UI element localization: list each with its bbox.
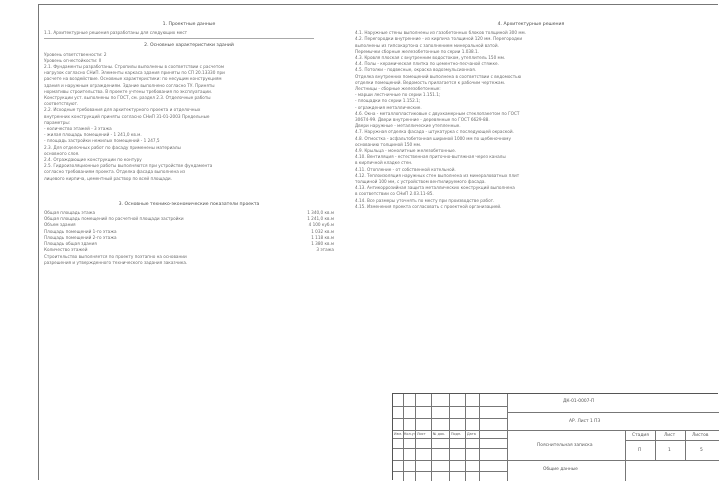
section-4-body — [355, 30, 707, 210]
text-line: 4.10. Вентиляция - естественная приточно-вытяжная через каналы — [355, 154, 506, 160]
text-line: 4.14. Все размеры уточнять по месту при производстве работ. — [355, 197, 495, 203]
section-4-title: 4. Архитектурные решения — [497, 22, 565, 27]
text-line: 4.5. Потолки - подвесные, окраска водоэмульсионная. — [355, 67, 477, 73]
section-3-title: 3. Основные технико-экономические показатели проекта — [118, 201, 260, 207]
text-line: Лестницы - сборные железобетонные: — [355, 86, 441, 92]
text-line: согласно требованиям проекта. Отделка фасада выполнена из — [44, 169, 186, 175]
text-line: 4.1. Наружные стены выполнены из газобетонных блоков толщиной 300 мм. — [355, 30, 526, 36]
section-1-title: 1. Проектные данные — [162, 22, 216, 27]
text-line: 4.3. Кровля плоская с внутренним водостоком, утеплитель 150 мм. — [355, 55, 506, 61]
title-block — [392, 393, 718, 480]
text-line: - жилая площадь помещений - 1 241,0 кв.м. — [44, 132, 142, 138]
text-line: расчете на воздействие. Основные характеристики: по несущим конструкциям — [44, 76, 222, 82]
sheets-value: 5 — [700, 448, 703, 453]
text-line: толщиной 100 мм, с устройством вентилируемого фасада. — [355, 179, 486, 185]
row-value: 1 241,0 кв.м — [307, 216, 334, 222]
text-line: выполнены из гипсокартона с заполнением минеральной ватой. — [355, 42, 499, 48]
revision-column-header: Подп. — [451, 432, 462, 436]
text-line: соответствуют. — [44, 101, 79, 107]
text-line: разрешения и утвержденного технического задания заказчика. — [44, 259, 188, 265]
sheet-value: 1 — [668, 448, 671, 453]
row-label: Количество этажей — [44, 247, 88, 253]
text-line: Перемычки сборные железобетонные по серии 1.038.1. — [355, 48, 480, 54]
text-line: 1.1. Архитектурные решения разработаны для следующих мест — [44, 30, 188, 36]
revision-column-header: Лист — [417, 432, 426, 436]
row-value: 4 100 куб.м — [308, 222, 334, 228]
sheet-header: Лист — [664, 433, 676, 438]
row-value: 1 118 кв.м — [311, 234, 334, 240]
text-line: 2.1. Фундаменты разработаны. Стропилы выполнены в соответствии с расчетом — [44, 64, 224, 70]
row-value: 1 380 кв.м — [311, 241, 334, 247]
document-subcode: АР. Лист 1 ПЗ — [569, 419, 601, 424]
revision-column-header: № док. — [433, 432, 446, 436]
section-3-notes — [44, 254, 334, 266]
text-line: 4.6. Окна - металлопластиковые с двухкамерным стеклопакетом по ГОСТ — [355, 110, 520, 116]
text-line: 2.3. Для отделочных работ по фасаду применены материалы — [44, 144, 181, 150]
row-label: Общая площадь этажа — [44, 210, 96, 216]
right-column — [355, 20, 707, 210]
text-line: основанию толщиной 150 мм. — [355, 141, 422, 147]
text-line: 4.8. Отмостка - асфальтобетонная шириной 1000 мм по щебеночному — [355, 135, 511, 141]
row-label: Объем здания — [44, 222, 76, 228]
text-line: Отделка внутренних помещений выполнена в соответствии с ведомостью — [355, 73, 522, 79]
text-line: в кирпичной кладке стен. — [355, 160, 413, 166]
row-value: 1 340,0 кв.м — [307, 210, 334, 216]
text-line: Уровень огнестойкости: II — [44, 57, 102, 63]
sheet-name: Общие данные — [543, 467, 578, 472]
stage-value: П — [638, 448, 642, 453]
stage-header: Стадия — [632, 433, 649, 438]
text-line: Строительство выполняется по проекту поэтапно на основании — [44, 253, 187, 259]
text-line: 2.5. Гидроизоляционные работы выполняются при устройстве фундамента — [44, 163, 213, 169]
text-line: нагрузок согласно СНиП. Элементы каркаса здания приняты по СП 20.13330 при — [44, 70, 225, 76]
text-line: - марши лестничные по серии 1.151.1; — [355, 92, 441, 98]
text-line: 4.13. Антикоррозийная защита металлических конструкций выполнена — [355, 185, 515, 191]
text-line: 4.15. Изменения проекта согласовать с проектной организацией. — [355, 203, 502, 209]
row-label: Площадь помещений 2-го этажа — [44, 234, 117, 240]
text-line: 30674-99. Двери внутренние - деревянные по ГОСТ 6629-88. — [355, 117, 490, 123]
text-line: 4.12. Теплоизоляция наружных стен выполнена из минераловатных плит — [355, 172, 520, 178]
left-column — [44, 20, 334, 266]
section-2-body — [44, 52, 334, 182]
section-1-body — [44, 30, 334, 36]
text-line: - площадки по серии 1.152.1; — [355, 98, 421, 104]
text-line: внутренних конструкций приняты согласно СНиП 31-01-2003 Предельные — [44, 113, 210, 119]
text-line: 4.11. Отопление - от собственной котельной. — [355, 166, 456, 172]
revision-column-header: Дата — [467, 432, 476, 436]
revision-column-header: Изм. — [394, 432, 402, 436]
text-line: - площадь застройки нежилых помещений - 1 247,5 — [44, 138, 160, 144]
text-line: Конструкции уст. выполнены по ГОСТ, см. раздел 2.3. Отделочные работы — [44, 95, 211, 101]
text-line: 4.9. Крыльца - монолитные железобетонные. — [355, 148, 457, 154]
document-name: Пояснительная записка — [537, 443, 593, 448]
text-line: 4.7. Наружная отделка фасада - штукатурка с последующей окраской. — [355, 129, 514, 135]
text-line: Двери наружные - металлические утепленные. — [355, 123, 461, 129]
row-label: Площадь помещений 1-го этажа — [44, 228, 117, 234]
section-2-title: 2. Основные характеристики зданий — [144, 43, 234, 49]
text-line: в соответствии со СНиП 2.03.11-85. — [355, 191, 434, 197]
text-line: - ограждения металлические. — [355, 104, 422, 110]
text-line: - количество этажей - 3 этажа — [44, 126, 112, 132]
row-label: Общая площадь помещений по расчетной площади застройки — [44, 216, 184, 222]
text-line: 4.4. Полы - керамическая плитка по цементно-песчаной стяжке. — [355, 61, 499, 67]
sheets-header: Листов — [692, 433, 709, 438]
text-line: лицевого кирпича, цементный раствор по всей площади. — [44, 175, 172, 181]
text-line: отделки помещений. Ведомость прилагается к рабочим чертежам. — [355, 79, 506, 85]
row-label: Площадь общая здания — [44, 241, 97, 247]
section-divider — [44, 38, 314, 39]
text-line: здания и наружным ограждениям. Здание выполнено согласно ТУ. Приняты — [44, 82, 215, 88]
row-value: 3 этажа — [316, 247, 334, 253]
text-line: основного слоя. — [44, 150, 80, 156]
text-line: 4.2. Перегородки внутренние - из кирпича толщиной 120 мм. Перегородки — [355, 36, 523, 42]
row-value: 1 032 кв.м — [311, 228, 334, 234]
text-line: 2.2. Исходные требования для архитектурного проекта и отделочных — [44, 107, 201, 113]
text-line: параметры: — [44, 119, 71, 125]
document-code: ДК-01-0007-П — [563, 399, 595, 404]
text-line: Уровень ответственности: 2 — [44, 51, 107, 57]
revision-column-header: Кол.уч — [404, 432, 416, 436]
text-line: 2.4. Ограждающие конструкции по контуру — [44, 157, 142, 163]
text-line: нормативы строительства. В проекте учтены требования по эксплуатации. — [44, 88, 213, 94]
tep-table — [44, 210, 334, 253]
